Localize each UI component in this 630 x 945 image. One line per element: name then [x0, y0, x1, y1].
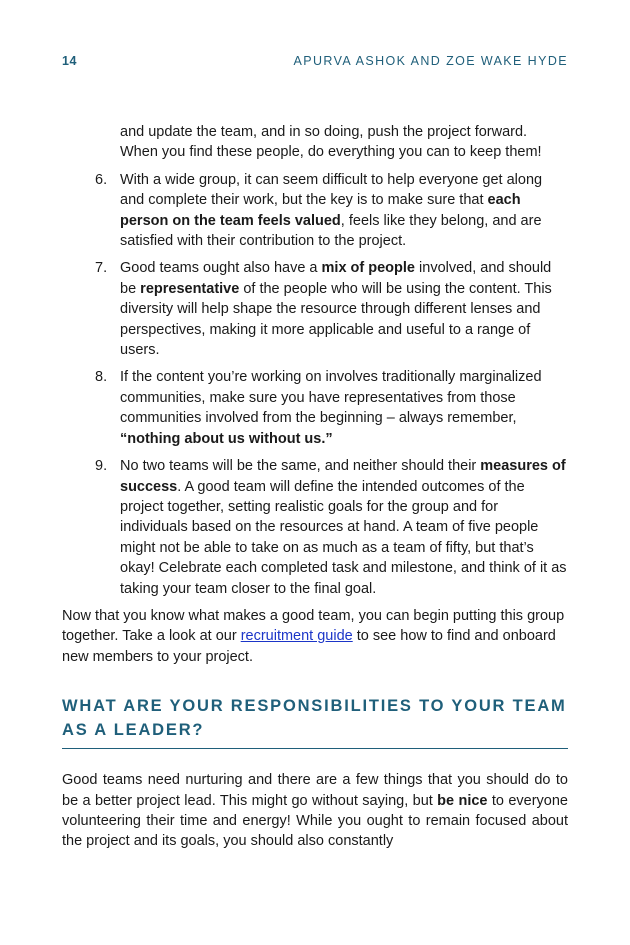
list-item-text: Good teams ought also have a — [120, 260, 322, 277]
list-item-number: 8. — [95, 369, 108, 386]
emphasis: be nice — [437, 792, 488, 809]
list-item-text: involved, and should be — [120, 260, 552, 297]
list-item-text: of the people who will be using the content. This diversity will help shape the resource through different lenses and perspectives, making it more applicable and useful to a range of users. — [120, 280, 552, 359]
emphasis: “nothing about us without us.” — [120, 430, 333, 447]
list-item-text: With a wide group, it can seem difficult to help everyone get along and complete their work, but the key is to make sure that — [120, 171, 543, 209]
list-item-text: and update the team, and in so doing, push the project forward. When you find these people, do everything you can to keep them! — [120, 124, 542, 161]
emphasis: each person on the team feels valued — [120, 192, 521, 229]
list-item-text: If the content you’re working on involves traditionally marginalized communities, make sure you have representatives from those communities involved from the beginning – always remember, — [120, 369, 542, 427]
list-item-number: 6. — [95, 171, 108, 188]
running-head: APURVA ASHOK AND ZOE WAKE HYDE — [293, 54, 568, 68]
list-item-number: 7. — [95, 260, 108, 277]
page-header — [62, 54, 568, 72]
emphasis: measures of success — [120, 458, 566, 495]
list-item-text: , feels like they belong, and are satisfied with their contribution to the project. — [120, 212, 542, 250]
paragraph-text: Now that you know what makes a good team, you can begin putting this group together. Take a look at our — [62, 607, 565, 645]
list-item — [62, 170, 568, 252]
recruitment-guide-link[interactable]: recruitment guide — [240, 628, 353, 645]
list-item-continuation — [62, 122, 568, 163]
section-paragraph — [62, 770, 568, 852]
page-body — [62, 122, 568, 852]
page-number: 14 — [62, 54, 77, 68]
emphasis: representative — [140, 280, 240, 297]
paragraph-text: Good teams need nurturing and there are a few things that you should do to be a better project lead. This might go without saying, but — [62, 772, 568, 809]
emphasis: mix of people — [321, 260, 415, 277]
list-item — [62, 258, 568, 360]
numbered-list — [62, 122, 568, 599]
paragraph-text: to see how to find and onboard new members to your project. — [62, 628, 556, 665]
list-item — [62, 367, 568, 449]
closing-paragraph — [62, 606, 568, 667]
list-item — [62, 456, 568, 599]
list-item-text: No two teams will be the same, and neither should their — [120, 458, 481, 475]
list-item-number: 9. — [95, 458, 108, 475]
paragraph-text: to everyone volunteering their time and energy! While you ought to remain focused about the project and its goals, you should also constantly — [62, 792, 569, 850]
section-heading: WHAT ARE YOUR RESPONSIBILITIES TO YOUR TEAM AS A LEADER? — [62, 694, 568, 749]
list-item-text: . A good team will define the intended outcomes of the project together, setting realistic goals for the group and for individuals based on the resources at hand. A team of five people might not be able to take on as much as a team of fifty, but that’s okay! Celebrate each completed task and milestone, and think of it as taking your team closer to the final goal. — [120, 478, 567, 597]
